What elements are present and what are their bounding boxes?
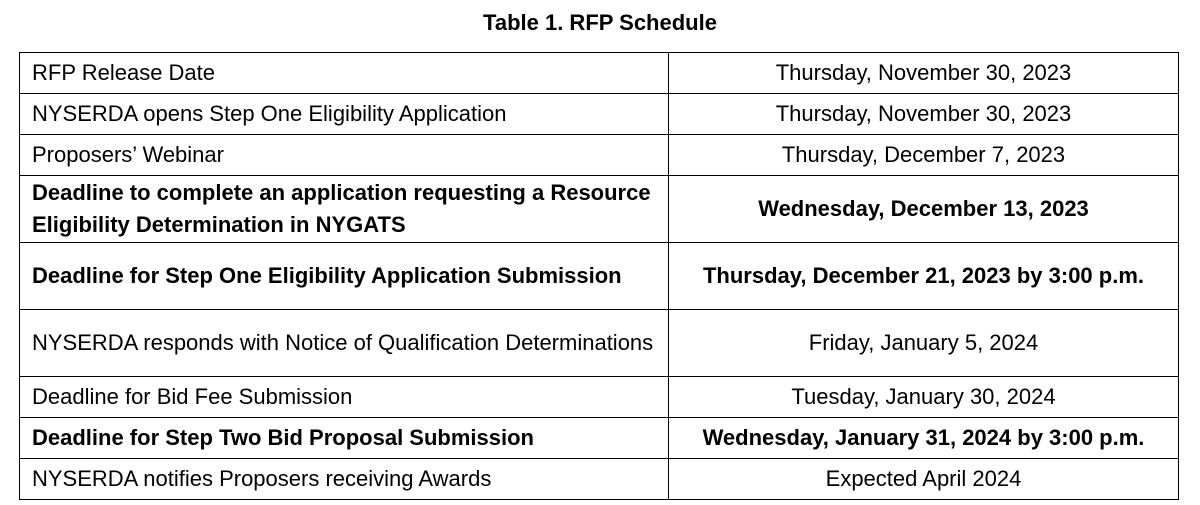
table-row	[20, 418, 1179, 459]
event-cell: Deadline for Bid Fee Submission	[20, 377, 669, 418]
date-cell: Expected April 2024	[669, 459, 1179, 500]
event-cell: NYSERDA responds with Notice of Qualification Determinations	[20, 310, 669, 377]
date-cell: Friday, January 5, 2024	[669, 310, 1179, 377]
event-cell: Deadline for Step One Eligibility Application Submission	[20, 243, 669, 310]
date-cell: Thursday, November 30, 2023	[669, 94, 1179, 135]
event-cell: Deadline to complete an application requesting a Resource Eligibility Determination in NYGATS	[20, 176, 669, 243]
date-cell: Thursday, December 7, 2023	[669, 135, 1179, 176]
event-cell: RFP Release Date	[20, 53, 669, 94]
table-row	[20, 135, 1179, 176]
table-row	[20, 310, 1179, 377]
event-cell: Deadline for Step Two Bid Proposal Submission	[20, 418, 669, 459]
date-cell: Thursday, December 21, 2023 by 3:00 p.m.	[669, 243, 1179, 310]
rfp-schedule-table	[19, 52, 1179, 500]
date-cell: Thursday, November 30, 2023	[669, 53, 1179, 94]
event-cell: NYSERDA notifies Proposers receiving Awards	[20, 459, 669, 500]
event-cell: NYSERDA opens Step One Eligibility Application	[20, 94, 669, 135]
table-row	[20, 243, 1179, 310]
event-cell: Proposers’ Webinar	[20, 135, 669, 176]
table-row	[20, 94, 1179, 135]
date-cell: Wednesday, December 13, 2023	[669, 176, 1179, 243]
table-row	[20, 459, 1179, 500]
table-row	[20, 377, 1179, 418]
table-row	[20, 176, 1179, 243]
table-row	[20, 53, 1179, 94]
date-cell: Wednesday, January 31, 2024 by 3:00 p.m.	[669, 418, 1179, 459]
date-cell: Tuesday, January 30, 2024	[669, 377, 1179, 418]
table-title: Table 1. RFP Schedule	[483, 10, 717, 35]
